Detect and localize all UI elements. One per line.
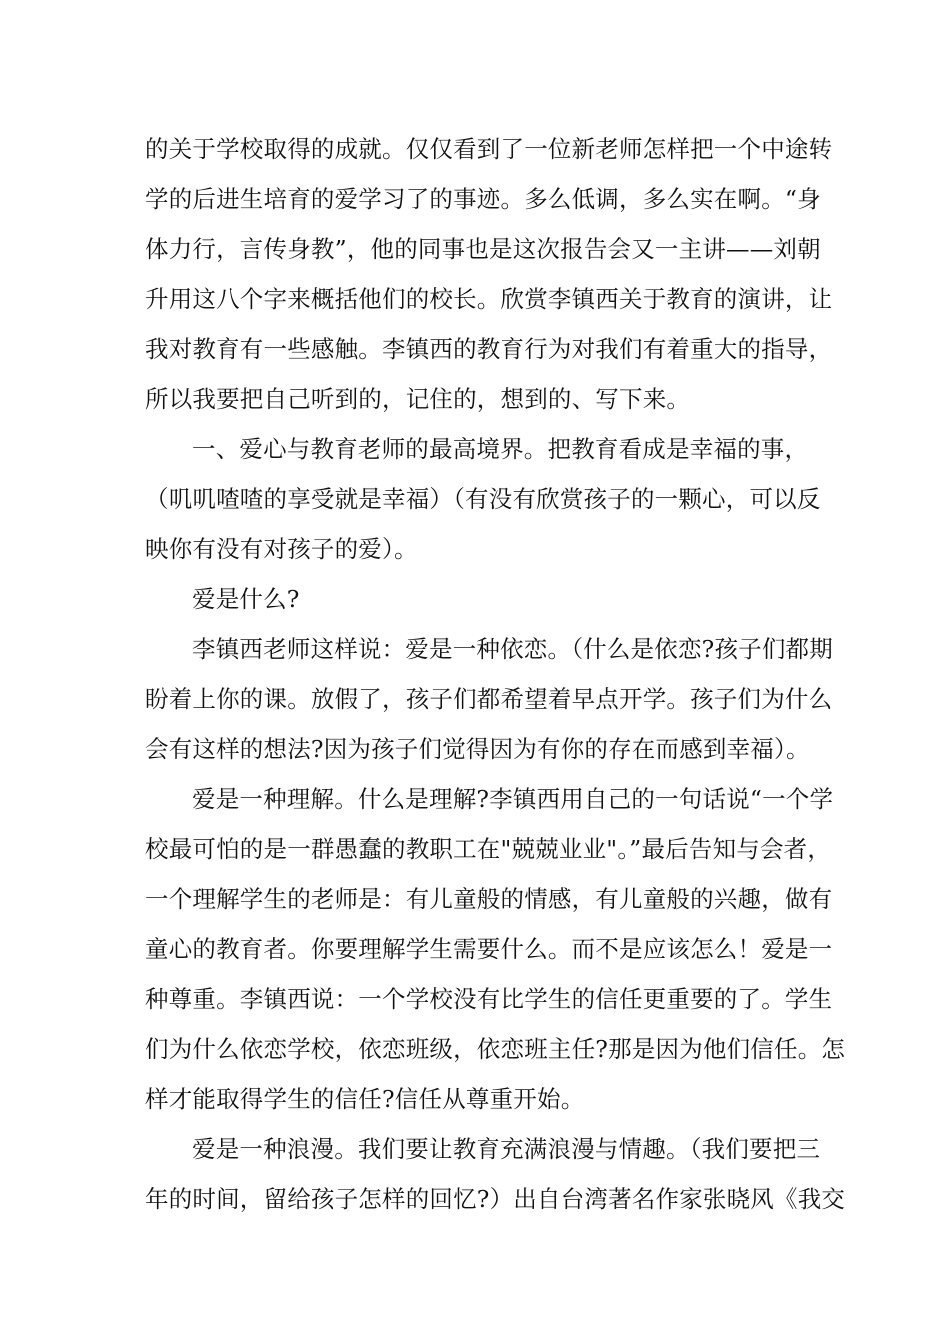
- text-line: 一个理解学生的老师是：有儿童般的情感，有儿童般的兴趣，做有: [145, 885, 833, 913]
- text-line: 童心的教育者。你要理解学生需要什么。而不是应该怎么！爱是一: [145, 935, 833, 963]
- text-line: 年的时间，留给孩子怎样的回忆?）出自台湾著名作家张晓风《我交: [145, 1185, 846, 1213]
- text-line: 爱是一种浪漫。我们要让教育充满浪漫与情趣。（我们要把三: [192, 1135, 821, 1163]
- text-line: 盼着上你的课。放假了，孩子们都希望着早点开学。孩子们为什么: [145, 685, 833, 713]
- text-line: （叽叽喳喳的享受就是幸福）（有没有欣赏孩子的一颗心，可以反: [145, 485, 821, 513]
- text-line: 爱是什么?: [192, 585, 300, 613]
- text-line: 种尊重。李镇西说：一个学校没有比学生的信任更重要的了。学生: [145, 985, 833, 1013]
- section-heading: 一、爱心与教育老师的最高境界。把教育看成是幸福的事，: [192, 435, 809, 463]
- text-line: 我对教育有一些感触。李镇西的教育行为对我们有着重大的指导，: [145, 335, 833, 363]
- text-line: 体力行，言传身教”，他的同事也是这次报告会又一主讲——刘朝: [145, 235, 821, 263]
- text-line: 所以我要把自己听到的，记住的，想到的、写下来。: [145, 385, 691, 413]
- text-line: 校最可怕的是一群愚蠢的教职工在"兢兢业业"。”最后告知与会者，: [145, 835, 832, 863]
- text-line: 李镇西老师这样说：爱是一种依恋。（什么是依恋?孩子们都期: [192, 635, 833, 663]
- text-line: 样才能取得学生的信任?信任从尊重开始。: [145, 1085, 585, 1113]
- text-line: 学的后进生培育的爱学习了的事迹。多么低调，多么实在啊。“身: [145, 185, 821, 213]
- text-line: 会有这样的想法?因为孩子们觉得因为有你的存在而感到幸福）。: [145, 735, 810, 763]
- text-line: 爱是一种理解。什么是理解?李镇西用自己的一句话说“一个学: [192, 785, 834, 813]
- text-line: 升用这八个字来概括他们的校长。欣赏李镇西关于教育的演讲，让: [145, 285, 833, 313]
- text-line: 的关于学校取得的成就。仅仅看到了一位新老师怎样把一个中途转: [145, 135, 833, 163]
- text-line: 们为什么依恋学校，依恋班级，依恋班主任?那是因为他们信任。怎: [145, 1035, 846, 1063]
- text-line: 映你有没有对孩子的爱）。: [145, 535, 418, 563]
